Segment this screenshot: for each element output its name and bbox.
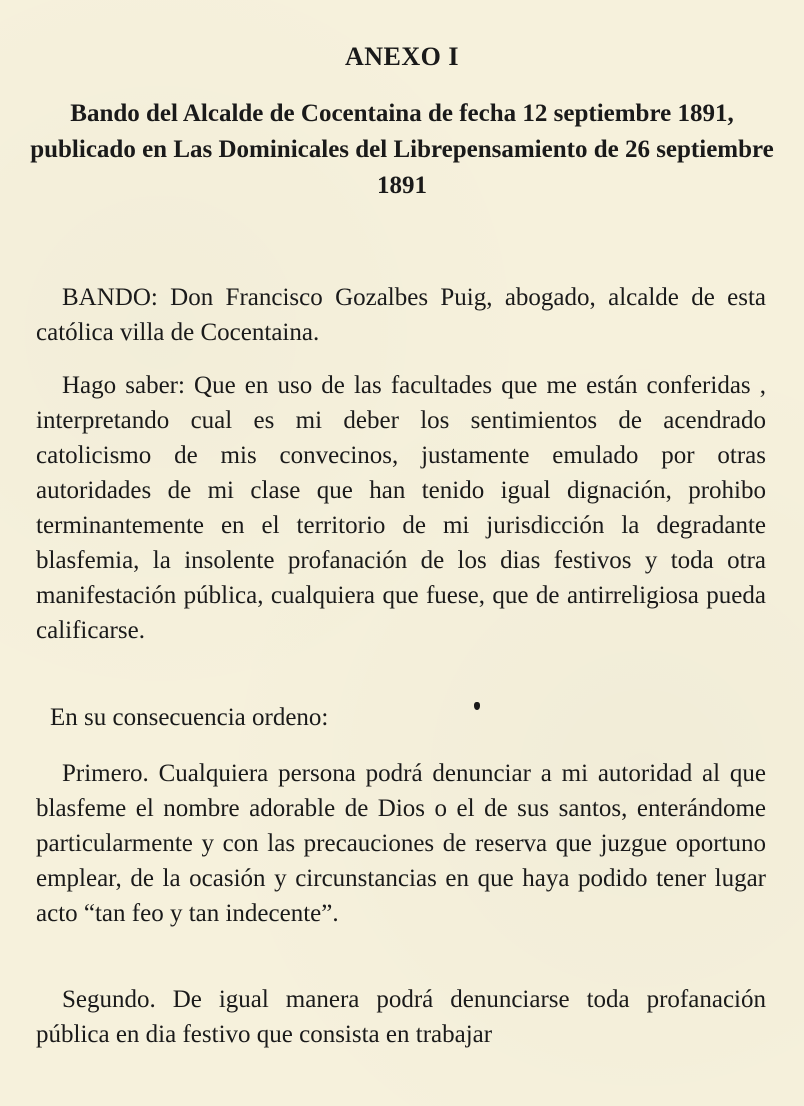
ink-speck — [474, 702, 480, 710]
annex-title: ANEXO I — [344, 42, 459, 71]
paragraph-consecuencia: En su consecuencia ordeno: — [50, 704, 329, 731]
paragraph-segundo: Segundo. De igual manera podrá denunciarse toda profanación pública en dia festivo que consista en trabajar — [36, 986, 766, 1048]
paragraph-bando: BANDO: Don Francisco Gozalbes Puig, abogado, alcalde de esta católica villa de Cocentaina. — [36, 284, 766, 346]
document-heading: Bando del Alcalde de Cocentaina de fecha 12 septiembre 1891, publicado en Las Dominicales del Librepensamiento de 26 septiembre 1891 — [30, 100, 774, 199]
paragraph-hago-saber: Hago saber: Que en uso de las facultades que me están conferidas , interpretando cual es mi deber los sentimientos de acendrado catolicismo de mis convecinos, justamente emulado por otras autoridades de mi clase que han tenido igual dignación, prohibo terminantemente en el territorio de mi jurisdicción la degradante blasfemia, la insolente profanación de los dias festivos y toda otra manifestación pública, cualquiera que fuese, que de antirreligiosa pueda calificarse. — [36, 372, 766, 644]
paragraph-primero: Primero. Cualquiera persona podrá denunciar a mi autoridad al que blasfeme el nombre adorable de Dios o el de sus santos, enterándome particularmente y con las precauciones de reserva que juzgue oportuno emplear, de la ocasión y circunstancias en que haya podido tener lugar acto “tan feo y tan indecente”. — [36, 760, 766, 927]
